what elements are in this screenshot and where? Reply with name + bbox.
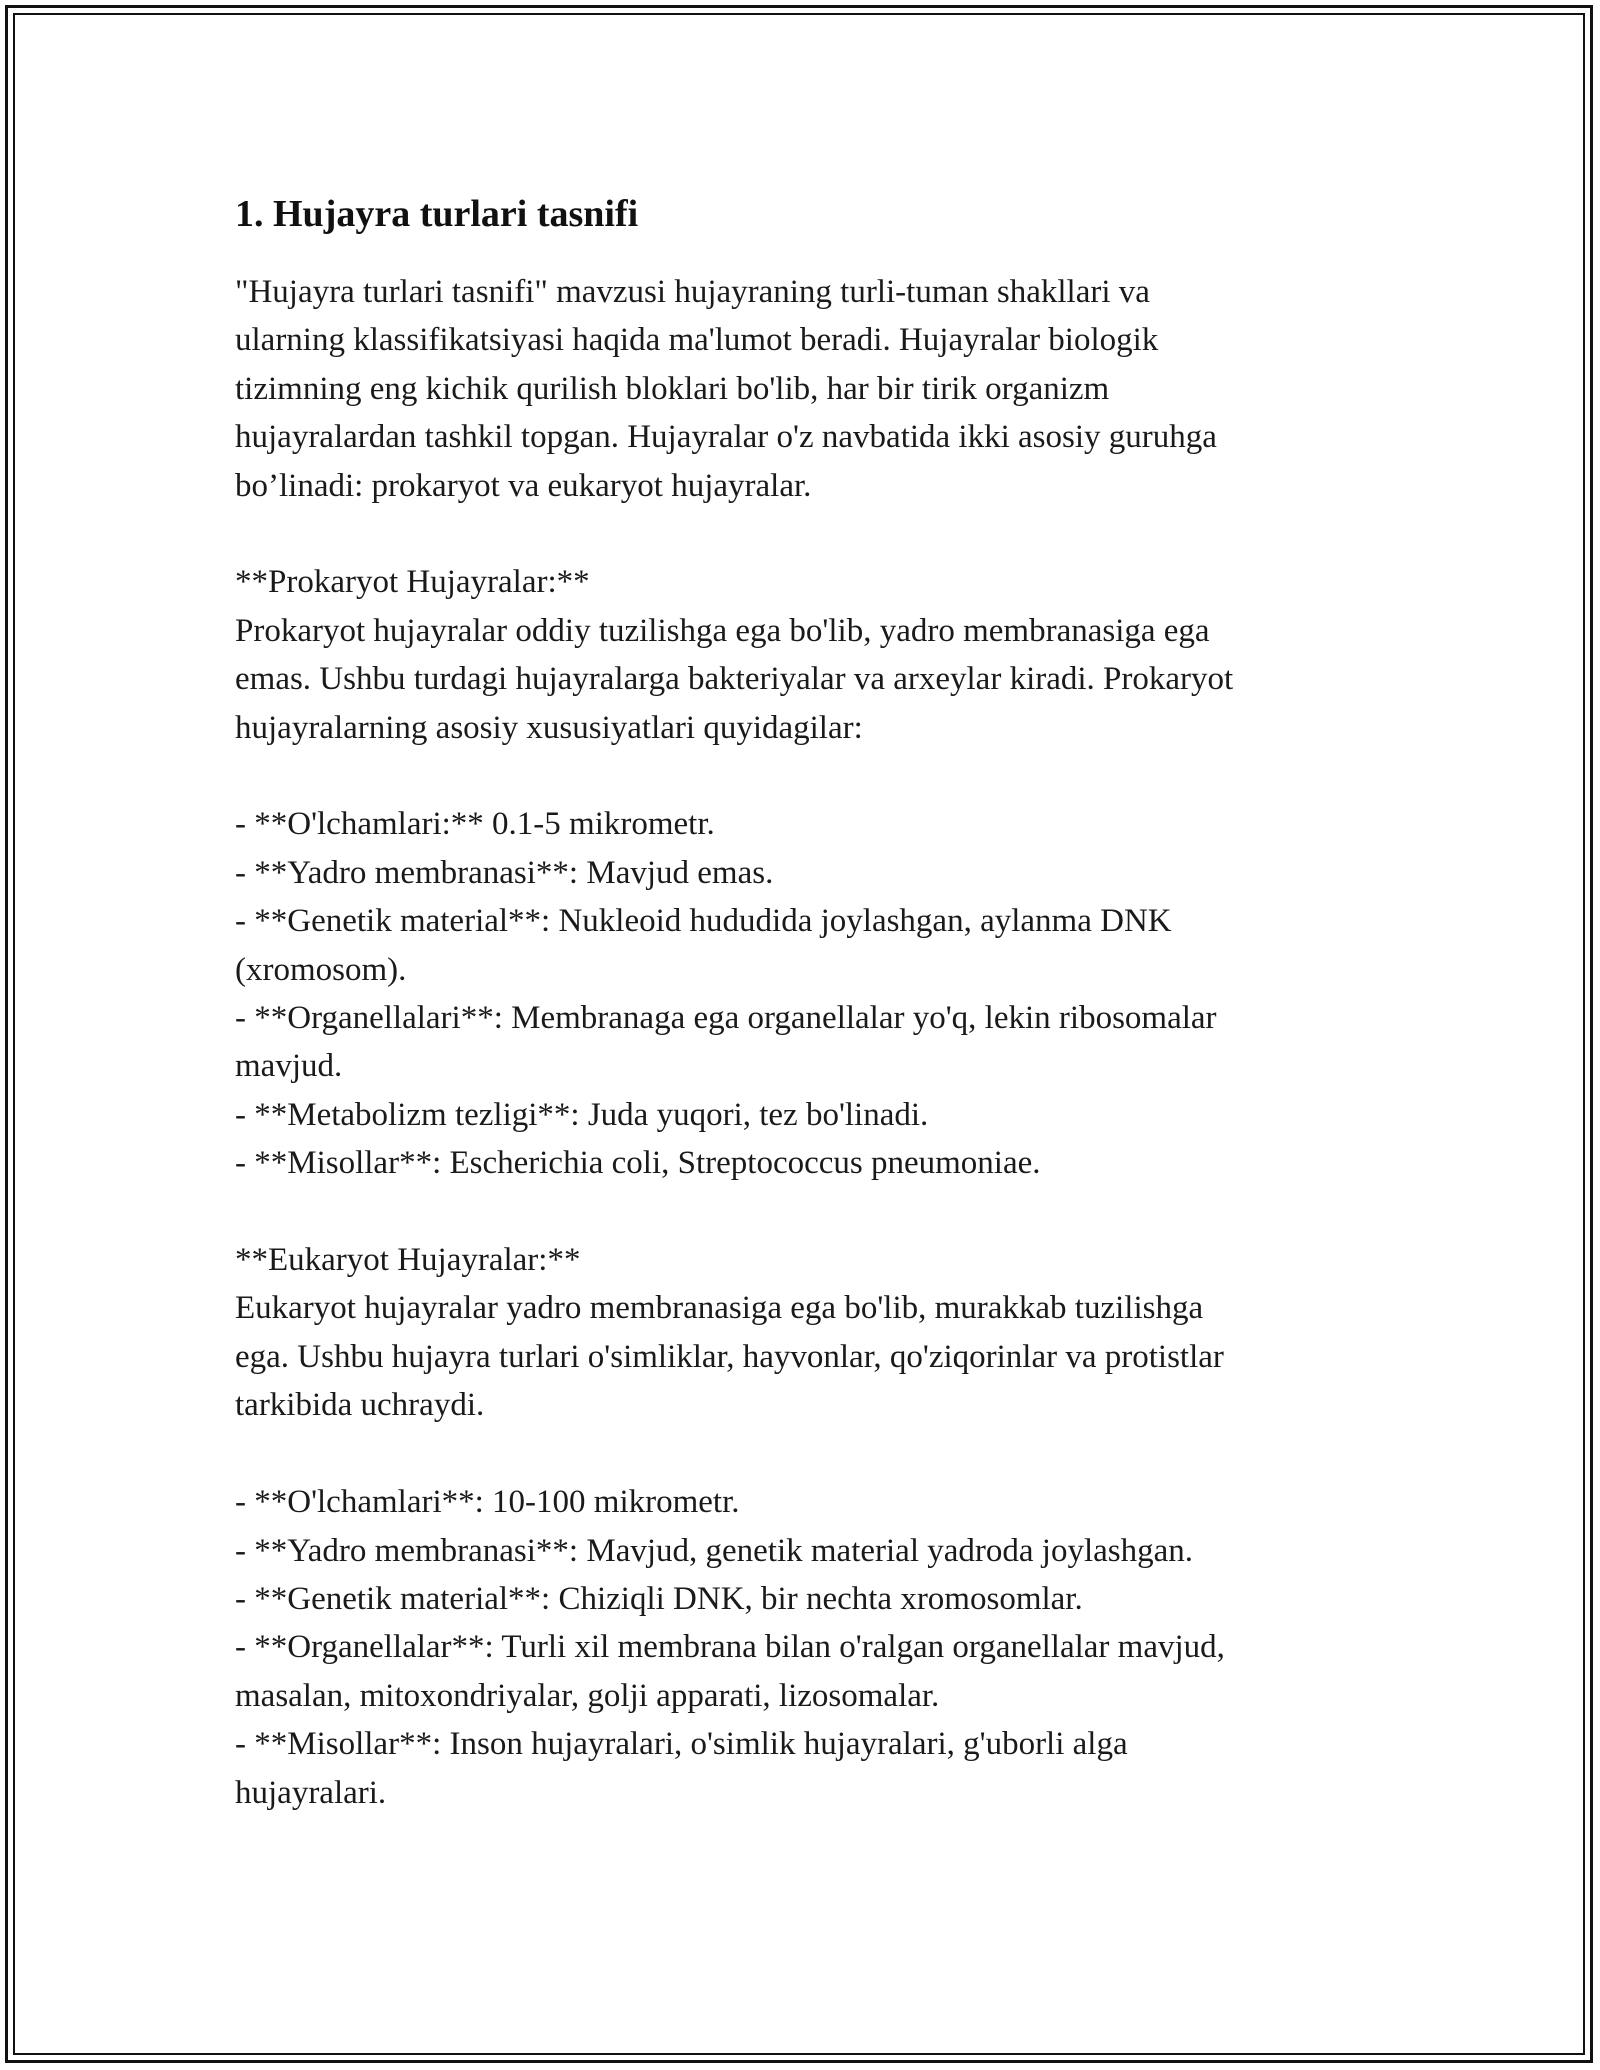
list-item-continuation: mavjud. xyxy=(235,1048,343,1085)
document-body xyxy=(235,186,1385,1817)
list-item: - **Genetik material**: Chiziqli DNK, bir nechta xromosomlar. xyxy=(235,1580,1083,1617)
text-line: ularning klassifikatsiyasi haqida ma'lumot beradi. Hujayralar biologik xyxy=(235,322,1159,359)
intro-paragraph xyxy=(235,268,1385,510)
text-line: emas. Ushbu turdagi hujayralarga bakteriyalar va arxeylar kiradi. Prokaryot xyxy=(235,661,1234,698)
list-item-continuation: (xromosom). xyxy=(235,951,407,988)
text-line: ega. Ushbu hujayra turlari o'simliklar, hayvonlar, qo'ziqorinlar va protistlar xyxy=(235,1338,1224,1375)
list-item: - **O'lchamlari**: 10-100 mikrometr. xyxy=(235,1484,740,1521)
eukaryot-list xyxy=(235,1478,1385,1817)
list-item: - **Yadro membranasi**: Mavjud emas. xyxy=(235,854,774,891)
list-item: - **Organellalari**: Membranaga ega organellalar yo'q, lekin ribosomalar xyxy=(235,1000,1217,1037)
list-item-continuation: hujayralari. xyxy=(235,1774,387,1811)
text-line: hujayralarning asosiy xususiyatlari quyidagilar: xyxy=(235,709,863,746)
list-item: - **Misollar**: Inson hujayralari, o'simlik hujayralari, g'uborli alga xyxy=(235,1726,1128,1763)
prokaryot-heading: **Prokaryot Hujayralar:** xyxy=(235,564,590,601)
prokaryot-list xyxy=(235,800,1385,1187)
spacer xyxy=(235,510,1385,558)
spacer xyxy=(235,752,1385,800)
list-item: - **Metabolizm tezligi**: Juda yuqori, tez bo'linadi. xyxy=(235,1096,929,1133)
spacer xyxy=(235,1430,1385,1478)
prokaryot-section xyxy=(235,558,1385,752)
text-line: Prokaryot hujayralar oddiy tuzilishga ega bo'lib, yadro membranasiga ega xyxy=(235,612,1210,649)
text-line: tizimning eng kichik qurilish bloklari bo'lib, har bir tirik organizm xyxy=(235,370,1110,407)
text-line: "Hujayra turlari tasnifi" mavzusi hujayraning turli-tuman shakllari va xyxy=(235,274,1150,310)
text-line: tarkibida uchraydi. xyxy=(235,1387,485,1424)
list-item-continuation: masalan, mitoxondriyalar, golji apparati, lizosomalar. xyxy=(235,1677,940,1714)
text-line: hujayralardan tashkil topgan. Hujayralar o'z navbatida ikki asosiy guruhga xyxy=(235,419,1217,456)
list-item: - **O'lchamlari:** 0.1-5 mikrometr. xyxy=(235,806,715,843)
spacer xyxy=(235,1188,1385,1236)
eukaryot-section xyxy=(235,1236,1385,1430)
text-line: bo’linadi: prokaryot va eukaryot hujayralar. xyxy=(235,467,812,504)
list-item: - **Genetik material**: Nukleoid hududida joylashgan, aylanma DNK xyxy=(235,903,1172,940)
eukaryot-heading: **Eukaryot Hujayralar:** xyxy=(235,1242,581,1279)
list-item: - **Organellalar**: Turli xil membrana bilan o'ralgan organellalar mavjud, xyxy=(235,1629,1225,1666)
list-item: - **Misollar**: Escherichia coli, Streptococcus pneumoniae. xyxy=(235,1145,1041,1182)
text-line: Eukaryot hujayralar yadro membranasiga ega bo'lib, murakkab tuzilishga xyxy=(235,1290,1204,1327)
list-item: - **Yadro membranasi**: Mavjud, genetik material yadroda joylashgan. xyxy=(235,1532,1193,1569)
document-title: 1. Hujayra turlari tasnifi xyxy=(235,193,639,235)
